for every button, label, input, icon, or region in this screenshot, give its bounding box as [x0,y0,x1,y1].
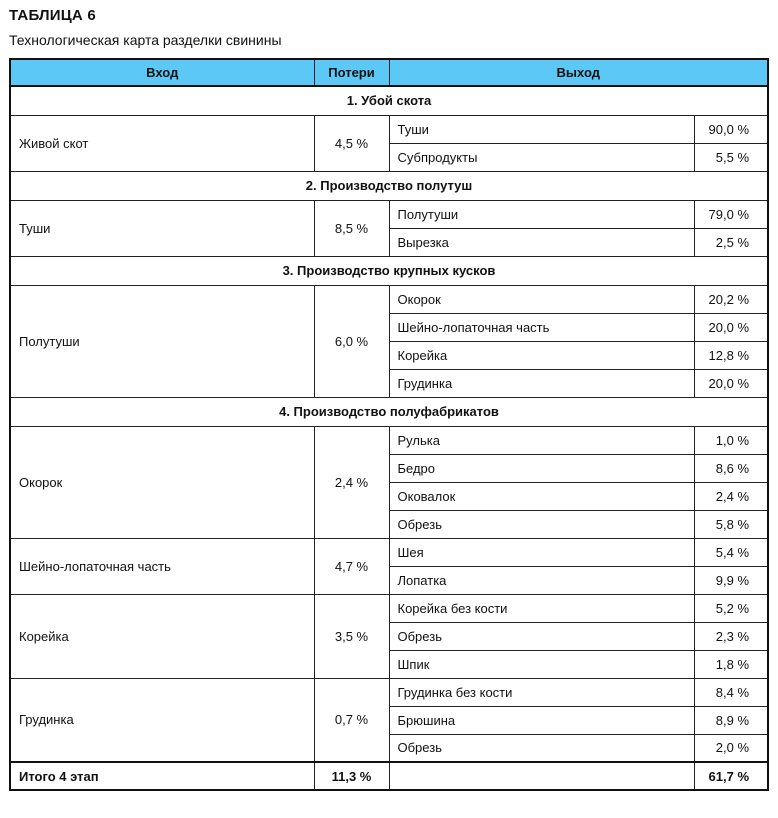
output-pct-cell: 9,9 % [694,566,768,594]
output-pct-cell: 20,0 % [694,313,768,341]
header-input: Вход [10,59,314,86]
output-name-cell: Обрезь [389,734,694,762]
table-row [10,426,768,454]
stage-title: 4. Производство полуфабрикатов [10,397,768,426]
output-pct-cell: 2,3 % [694,622,768,650]
output-pct-cell: 5,8 % [694,510,768,538]
loss-cell: 4,5 % [314,115,389,171]
output-pct-cell: 8,9 % [694,706,768,734]
total-output-blank [389,762,694,790]
output-name-cell: Полутуши [389,200,694,228]
table-caption-subtitle: Технологическая карта разделки свинины [9,32,282,48]
total-pct: 61,7 % [694,762,768,790]
output-name-cell: Шпик [389,650,694,678]
stage-row [10,397,768,426]
output-name-cell: Субпродукты [389,143,694,171]
stage-row [10,86,768,115]
loss-cell: 8,5 % [314,200,389,256]
table-row [10,115,768,143]
loss-cell: 3,5 % [314,594,389,678]
output-name-cell: Шея [389,538,694,566]
output-pct-cell: 2,0 % [694,734,768,762]
output-pct-cell: 8,6 % [694,454,768,482]
output-pct-cell: 20,2 % [694,285,768,313]
output-pct-cell: 1,8 % [694,650,768,678]
loss-cell: 6,0 % [314,285,389,397]
stage-title: 3. Производство крупных кусков [10,256,768,285]
table-caption-title: ТАБЛИЦА 6 [9,7,96,24]
output-name-cell: Грудинка без кости [389,678,694,706]
table-row [10,594,768,622]
input-cell: Полутуши [10,285,314,397]
output-pct-cell: 1,0 % [694,426,768,454]
output-name-cell: Обрезь [389,622,694,650]
header-row [10,59,768,86]
output-pct-cell: 2,4 % [694,482,768,510]
output-pct-cell: 79,0 % [694,200,768,228]
table-row [10,538,768,566]
output-name-cell: Рулька [389,426,694,454]
table-body [10,86,768,790]
total-label: Итого 4 этап [10,762,314,790]
output-name-cell: Окорок [389,285,694,313]
table-row [10,678,768,706]
output-pct-cell: 20,0 % [694,369,768,397]
output-name-cell: Оковалок [389,482,694,510]
output-name-cell: Брюшина [389,706,694,734]
output-name-cell: Бедро [389,454,694,482]
input-cell: Туши [10,200,314,256]
output-pct-cell: 5,4 % [694,538,768,566]
loss-cell: 4,7 % [314,538,389,594]
total-loss: 11,3 % [314,762,389,790]
input-cell: Корейка [10,594,314,678]
loss-cell: 0,7 % [314,678,389,762]
stage-row [10,256,768,285]
output-name-cell: Грудинка [389,369,694,397]
table-row [10,200,768,228]
output-pct-cell: 90,0 % [694,115,768,143]
table-row [10,285,768,313]
header-losses: Потери [314,59,389,86]
input-cell: Живой скот [10,115,314,171]
output-name-cell: Корейка [389,341,694,369]
output-pct-cell: 12,8 % [694,341,768,369]
input-cell: Окорок [10,426,314,538]
output-pct-cell: 5,2 % [694,594,768,622]
output-name-cell: Туши [389,115,694,143]
output-name-cell: Вырезка [389,228,694,256]
output-pct-cell: 2,5 % [694,228,768,256]
output-name-cell: Шейно-лопаточная часть [389,313,694,341]
input-cell: Грудинка [10,678,314,762]
output-pct-cell: 5,5 % [694,143,768,171]
output-name-cell: Лопатка [389,566,694,594]
output-name-cell: Обрезь [389,510,694,538]
header-output: Выход [389,59,768,86]
loss-cell: 2,4 % [314,426,389,538]
input-cell: Шейно-лопаточная часть [10,538,314,594]
output-name-cell: Корейка без кости [389,594,694,622]
stage-row [10,171,768,200]
stage-title: 1. Убой скота [10,86,768,115]
pork-cutting-table [9,58,769,791]
output-pct-cell: 8,4 % [694,678,768,706]
stage-title: 2. Производство полутуш [10,171,768,200]
total-row [10,762,768,790]
